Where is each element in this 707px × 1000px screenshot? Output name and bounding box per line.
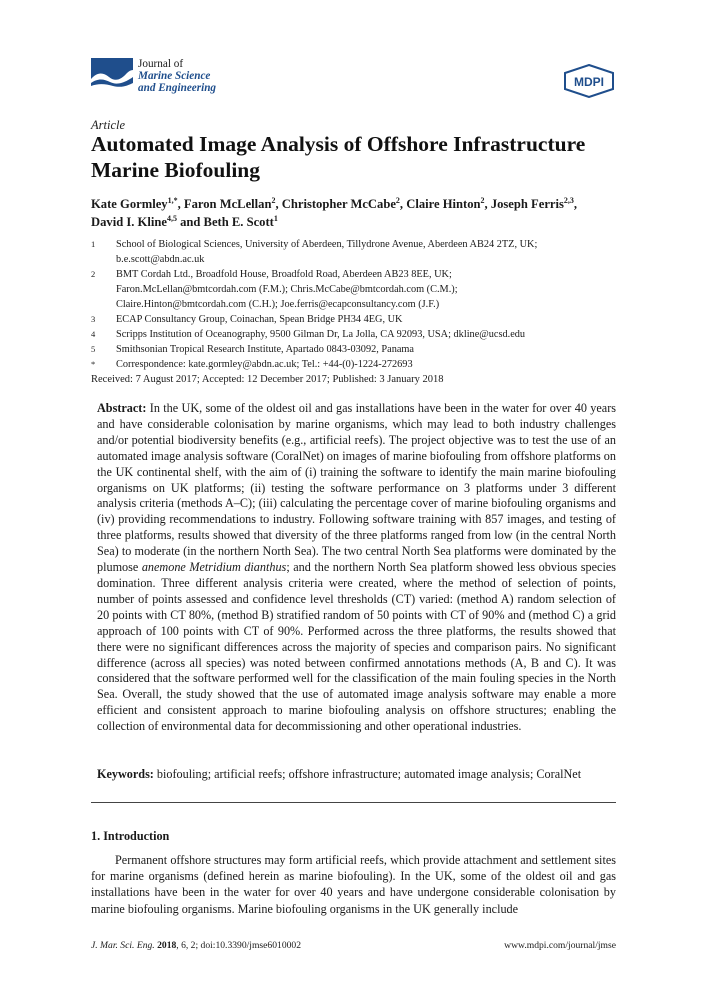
affiliation-text: BMT Cordah Ltd., Broadfold House, Broadfold Road, Aberdeen AB23 8EE, UK;	[116, 269, 452, 280]
affiliation-number	[91, 252, 116, 267]
abstract-text-b: ; and the northern North Sea platform showed less obvious species domination. Three different analysis criteria were created, where the method of selection of points, number of points assessed and confidence level thresholds (CT) varied: (method A) random selection of 20 points with CT 80%, (method B) stratified random of 50 points with CT of 90% and (method C) a grid approach of 100 points with CT of 90%. Performed across the three platforms, the results showed that there were no significant differences across the majority of species and comparison pairs. No significant difference (across all species) was noted between confirmed annotations methods (A, B and C). It was considered that the software performed well for the classification of the main fouling species in the North Sea. Overall, the study showed that the use of automated image analysis software may enable a more efficient and consistent approach to marine biofouling analysis on offshore structures; enabling the collection of environmental data for decommissioning and other operational industries.	[97, 560, 616, 734]
author-name: Beth E. Scott	[203, 215, 274, 229]
affiliation-number: 2	[91, 269, 96, 279]
journal-name	[138, 58, 216, 94]
author-name: Christopher McCabe	[281, 197, 396, 211]
abstract	[97, 401, 616, 735]
publisher-logo	[563, 64, 615, 98]
affiliations	[91, 237, 616, 372]
affiliation-number	[91, 297, 116, 312]
author-separator: ,	[484, 197, 491, 211]
introduction-text	[91, 852, 616, 917]
affiliation-text: School of Biological Sciences, University of Aberdeen, Tillydrone Avenue, Aberdeen AB24 2TZ, UK;	[116, 239, 538, 250]
author-affiliation-marker: 2	[395, 196, 400, 205]
keywords-text: biofouling; artificial reefs; offshore infrastructure; automated image analysis; CoralNet	[153, 767, 582, 781]
keywords	[97, 766, 616, 782]
author-affiliation-marker: 1	[273, 214, 278, 223]
affiliation-row	[91, 282, 616, 297]
affiliation-number: *	[91, 359, 96, 369]
affiliation-text: Correspondence: kate.gormley@abdn.ac.uk; Tel.: +44-(0)-1224-272693	[116, 359, 413, 370]
affiliation-row	[91, 297, 616, 312]
affiliation-number: 5	[91, 344, 96, 354]
affiliation-row	[91, 237, 616, 252]
section-heading: 1. Introduction	[91, 829, 170, 843]
affiliation-text: b.e.scott@abdn.ac.uk	[116, 254, 205, 265]
affiliation-row	[91, 357, 616, 372]
affiliation-row	[91, 312, 616, 327]
affiliation-text: Scripps Institution of Oceanography, 9500 Gilman Dr, La Jolla, CA 92093, USA; dkline@ucsd.edu	[116, 329, 526, 340]
author-affiliation-marker: 1,*	[167, 196, 178, 205]
publisher-name: MDPI	[574, 75, 604, 89]
author-separator: ,	[573, 197, 578, 211]
affiliation-number: 3	[91, 314, 96, 324]
affiliation-text: Claire.Hinton@bmtcordah.com (C.H.); Joe.ferris@ecapconsultancy.com (J.F.)	[116, 299, 440, 310]
author-separator: ,	[399, 197, 407, 211]
affiliation-row	[91, 327, 616, 342]
author-separator: ,	[177, 197, 184, 211]
author-separator: ,	[275, 197, 282, 211]
author-affiliation-marker: 2	[271, 196, 276, 205]
author-name: Joseph Ferris	[490, 197, 564, 211]
article-type: Article	[91, 118, 126, 132]
journal-name-line1: Journal of	[138, 58, 184, 70]
paper-title: Automated Image Analysis of Offshore Infrastructure Marine Biofouling	[91, 132, 586, 182]
affiliation-number: 1	[91, 239, 96, 249]
author-affiliation-marker: 4,5	[166, 214, 177, 223]
author-name: Claire Hinton	[406, 197, 481, 211]
affiliation-row	[91, 267, 616, 282]
abstract-text-a: In the UK, some of the oldest oil and gas installations have been in the water for over 40 years and have considerable colonisation by marine organisms, which may lead to both industry challenges and/or potential biodiversity benefits (e.g., artificial reefs). The project objective was to test the use of an automated image analysis software (CoralNet) on images of marine biofouling from offshore platforms on the UK continental shelf, with the aim of (i) training the software to identify the main marine biofouling organisms on UK platforms; (ii) testing the software performance on 3 platforms under 3 different analysis criteria (methods A–C); (iii) calculating the percentage cover of marine biofouling organisms and (iv) providing recommendations to industry. Following software training with 857 images, and testing of three platforms, results showed that diversity of the three platforms ranged from low (in the central North Sea) to moderate (in the northern North Sea). The two central North Sea platforms were dominated by the plumose	[97, 401, 616, 575]
affiliation-text: ECAP Consultancy Group, Coinachan, Spean Bridge PH34 4EG, UK	[116, 314, 403, 325]
affiliation-row	[91, 252, 616, 267]
affiliation-number	[91, 282, 116, 297]
footer-year: 2018	[157, 940, 177, 951]
section-divider	[91, 802, 616, 803]
abstract-italic: anemone Metridium dianthus	[141, 560, 287, 575]
author-affiliation-marker: 2,3	[563, 196, 574, 205]
affiliation-text: Smithsonian Tropical Research Institute, Apartado 0843-03092, Panama	[116, 344, 414, 355]
author-name: Kate Gormley	[91, 197, 168, 211]
footer-journal-abbrev: J. Mar. Sci. Eng.	[91, 940, 155, 951]
abstract-label: Abstract:	[97, 401, 147, 415]
footer-doi: , 6, 2; doi:10.3390/jmse6010002	[176, 940, 301, 951]
author-separator: and	[176, 215, 204, 229]
author-list	[91, 195, 621, 231]
footer-citation	[91, 940, 301, 951]
publication-dates: Received: 7 August 2017; Accepted: 12 December 2017; Published: 3 January 2018	[91, 374, 444, 385]
journal-name-line3: and Engineering	[138, 82, 217, 94]
intro-paragraph: Permanent offshore structures may form artificial reefs, which provide attachment and settlement sites for marine organisms (defined herein as marine biofouling). In the UK, some of the oldest oil and gas installations have been in the water for over 40 years and have undergone considerable colonisation by marine biofouling organisms. Marine biofouling organisms in the UK generally include	[91, 853, 616, 916]
author-name: Faron McLellan	[183, 197, 272, 211]
affiliation-text: Faron.McLellan@bmtcordah.com (F.M.); Chris.McCabe@bmtcordah.com (C.M.);	[116, 284, 458, 295]
affiliation-number: 4	[91, 329, 96, 339]
journal-logo-icon	[91, 58, 133, 90]
keywords-label: Keywords:	[97, 767, 154, 781]
affiliation-row	[91, 342, 616, 357]
author-affiliation-marker: 2	[480, 196, 485, 205]
footer-url[interactable]: www.mdpi.com/journal/jmse	[504, 940, 616, 951]
journal-name-line2: Marine Science	[138, 70, 211, 82]
author-name: David I. Kline	[91, 215, 167, 229]
